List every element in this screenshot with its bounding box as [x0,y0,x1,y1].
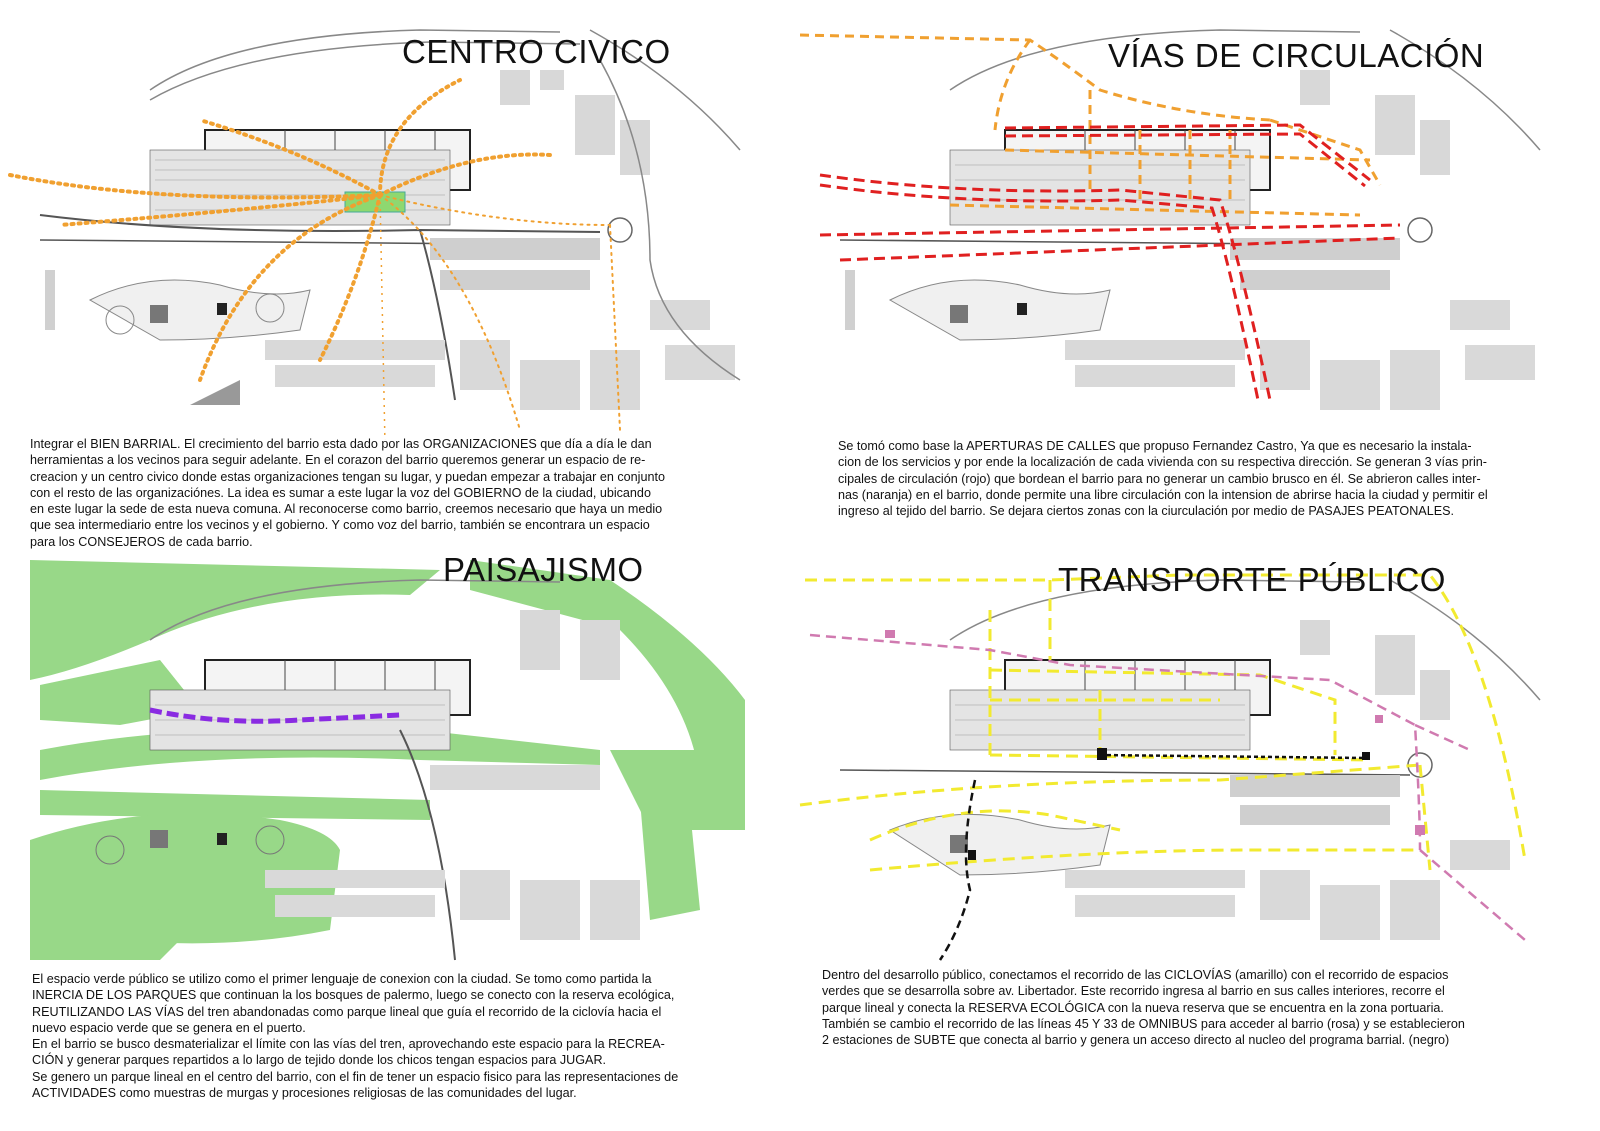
panel-description-paisajismo: El espacio verde público se utilizo como el primer lenguaje de conexion con la ciudad. Se tomo como partida la INERCIA DE LOS PARQUES que continuan la los bosques de palermo, luego se conecto con la reserva ecológica, REUTILIZANDO LAS VÍAS del tren abandonadas como parque lineal que guía el recorrido de la ciclovía hacia el nuevo espacio verde que se genera en el puerto. En el barrio se busco desmaterializar el límite con las vías del tren, aprovechando este espacio para la RECREA- CIÓN y generar parques repartidos a lo largo de tejido donde los chicos tengan espacios para JUGAR. Se genero un parque lineal en el centro del barrio, con el fin de tener un espacio fisico para las representaciones de ACTIVIDADES como muestras de murgas y procesiones religiosas de las comunidades del lugar. [32,972,679,1101]
base-map [840,580,1540,940]
site-plan-paisajismo [0,550,760,970]
panel-description-transporte-publico: Dentro del desarrollo público, conectamos el recorrido de las CICLOVÍAS (amarillo) con el recorrido de espacios verdes que se desarrolla sobre av. Libertador. Este recorrido ingresa al barrio en sus calles interiores, recorre el parque lineal y conecta la RESERVA ECOLÓGICA con la nueva reserva que se encuentra en la zona portuaria. También se cambio el recorrido de las líneas 45 Y 33 de OMNIBUS para acceder al barrio (rosa) y se establecieron 2 estaciones de SUBTE que conecta al barrio y genera un acceso directo al nucleo del programa barrial. (negro) [822,968,1465,1048]
panel-title-vias-de-circulacion: VÍAS DE CIRCULACIÓN [1108,37,1485,74]
base-map [40,30,740,410]
panel-title-transporte-publico: TRANSPORTE PÚBLICO [1058,561,1446,598]
panel-title-centro-civico: CENTRO CIVICO [402,33,671,70]
site-plan-transporte-publico [790,550,1560,970]
panel-description-centro-civico: Integrar el BIEN BARRIAL. El crecimiento del barrio esta dado por las ORGANIZACIONES que día a día le dan herramientas a los vecinos para seguir adelante. En el corazon del barrio queremos generar un espacio de re- creacion y un centro civico donde estas organizaciones tengan su lugar, y puedan empezar a trabajar en conjunto con el resto de las organizaciónes. La idea es sumar a este lugar la voz del GOBIERNO de la ciudad, ubicando en este lugar la sede de esta nueva comuna. Al reconocerse como barrio, creemos necesario que haya un medio que sea intermediario entre los vecinos y el gobierno. Y como voz del barrio, también se encontrara un espacio para los CONSEJEROS de cada barrio. [30,437,665,549]
panel-description-vias-de-circulacion: Se tomó como base la APERTURAS DE CALLES que propuso Fernandez Castro, Ya que es necesario la instala- cion de los servicios y por ende la localización de cada vivienda con su respectiva dirección. Se generan 3 vías prin- cipales de circulación (rojo) que bordean el barrio para no generar un cambio brusco en él. Se abrieron calles inter- nas (naranja) en el barrio, donde permite una libre circulación con la intension de abrirse hacia la ciudad y permitir el ingreso al tejido del barrio. Se dejara ciertos zonas con la ciurculación por medio de PASAJES PEATONALES. [838,439,1488,519]
map-transporte-publico [790,550,1560,970]
map-paisajismo [0,550,760,970]
panel-title-paisajismo: PAISAJISMO [443,551,644,588]
base-map [840,30,1540,410]
